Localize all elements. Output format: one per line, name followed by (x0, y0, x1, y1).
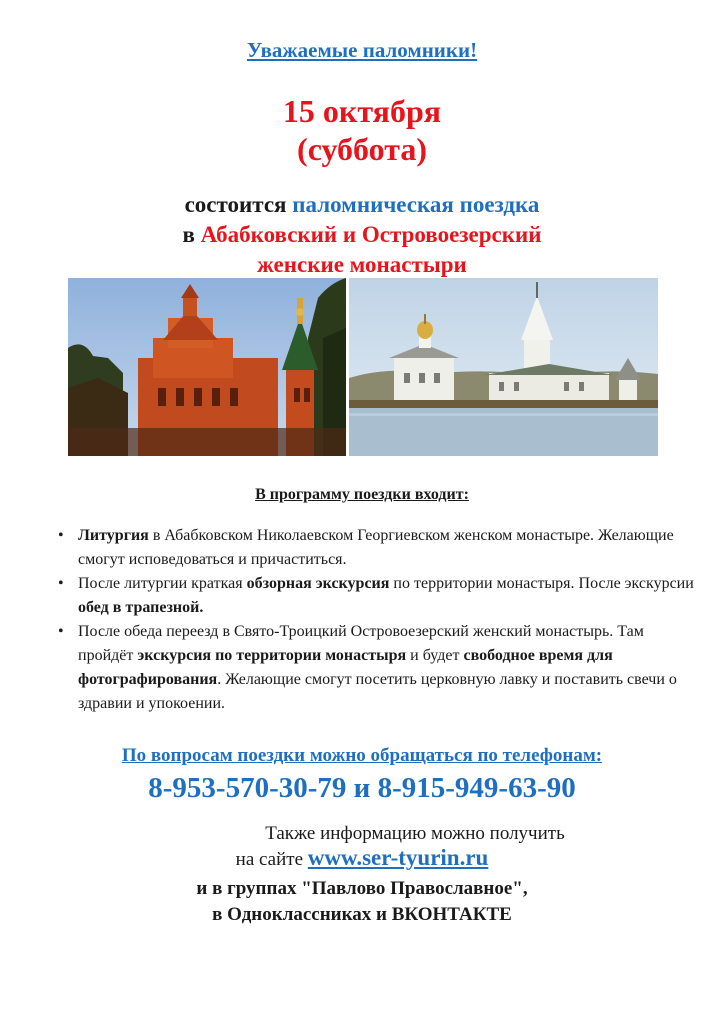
program-item-text: После обеда переезд в Свято-Троицкий Островоезерский женский монастырь. Там пройдёт (78, 623, 644, 664)
info-site-line (0, 845, 724, 871)
announcement-text-1: состоится (184, 192, 293, 217)
announcement (0, 190, 724, 280)
announcement-text-2: в (182, 222, 201, 247)
info-groups-line-2: в Одноклассниках и ВКОНТАКТЕ (212, 904, 512, 925)
site-link[interactable]: www.ser-tyurin.ru (307, 845, 489, 870)
info-site-prefix: на сайте (235, 849, 308, 870)
program-item-text: . Желающие смогут посетить церковную лавку и поставить свечи о здравии и упокоении. (78, 671, 677, 712)
program-item-text: и будет (406, 647, 464, 664)
date-block (0, 92, 724, 168)
program-list (58, 524, 698, 716)
contact-title: По вопросам поездки можно обращаться по телефонам: (121, 745, 603, 766)
announcement-monasteries-2: женские монастыри (257, 252, 467, 277)
bullet-icon: • (58, 623, 64, 640)
program-item-text: После литургии краткая (78, 575, 247, 592)
ostrovoezersky-monastery-photo (349, 278, 658, 456)
program-item-bold: Литургия (78, 527, 149, 544)
announcement-monasteries: Абабковский и Островоезерский (200, 222, 542, 247)
list-item (58, 524, 698, 572)
list-item (58, 572, 698, 620)
bullet-icon: • (58, 527, 64, 544)
announcement-trip: паломническая поездка (292, 192, 540, 217)
program-title: В программу поездки входит: (255, 486, 469, 503)
program-item-bold: обед в трапезной. (78, 599, 204, 616)
info-groups (0, 876, 724, 928)
program-item-bold: экскурсия по территории монастыря (137, 647, 407, 664)
ababkovsky-monastery-photo (68, 278, 346, 456)
list-item (58, 620, 698, 716)
program-item-text: по территории монастыря. После экскурсии (389, 575, 694, 592)
program-item-bold: обзорная экскурсия (246, 575, 390, 592)
info-line: Также информацию можно получить (265, 823, 565, 844)
info-groups-line-1: и в группах "Павлово Православное", (196, 878, 528, 899)
phone-numbers: 8-953-570-30-79 и 8-915-949-63-90 (148, 772, 576, 804)
date-weekday: (суббота) (297, 131, 427, 167)
date-day: 15 октября (282, 93, 442, 129)
program-item-bold: свободное время для фотографирования (78, 647, 613, 688)
program-item-text: в Абабковском Николаевском Георгиевском женском монастыре. Желающие смогут исповедоваться и причаститься. (78, 527, 674, 568)
greeting-heading: Уважаемые паломники! (246, 38, 478, 62)
bullet-icon: • (58, 575, 64, 592)
